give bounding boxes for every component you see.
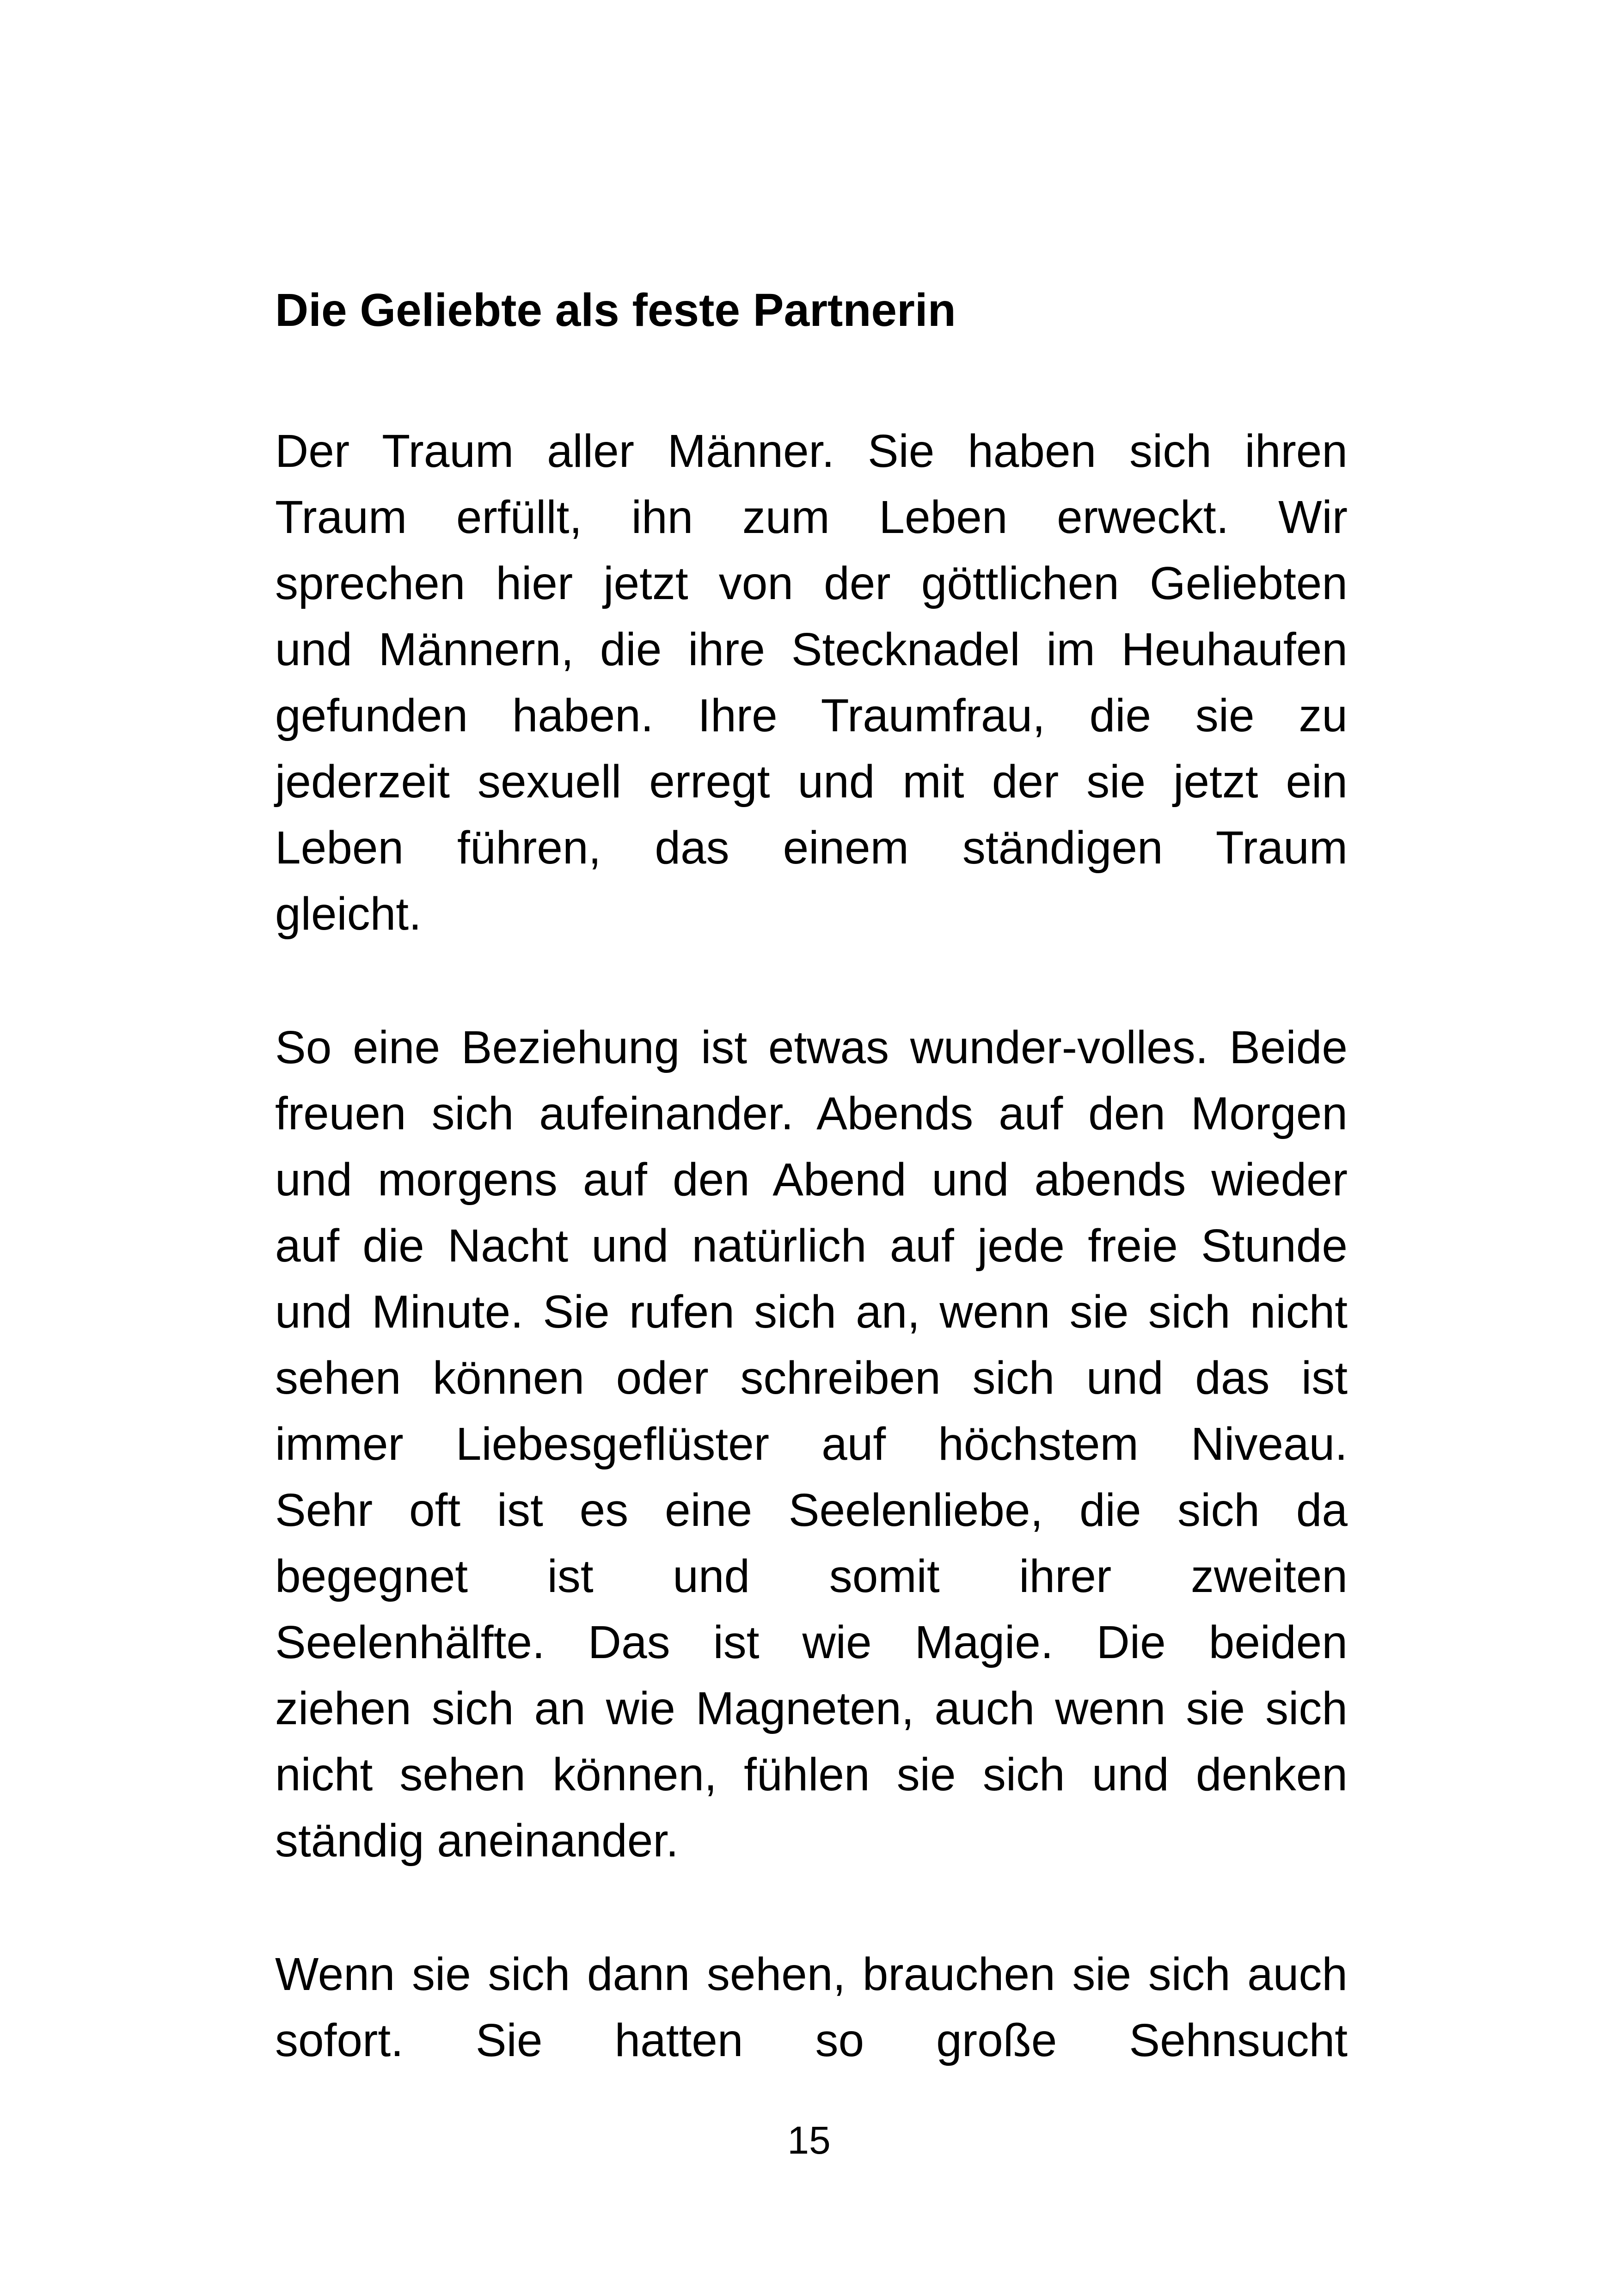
paragraph-line: sehen können oder schreiben sich und das ist: [275, 1352, 1348, 1404]
paragraph-line: jederzeit sexuell erregt und mit der sie jetzt ein: [275, 756, 1348, 808]
paragraph-line: ständig aneinander.: [275, 1815, 679, 1867]
paragraph-line: Sehr oft ist es eine Seelenliebe, die sich da: [275, 1484, 1348, 1536]
paragraph-line: freuen sich aufeinander. Abends auf den Morgen: [275, 1088, 1348, 1139]
paragraph-line: Leben führen, das einem ständigen Traum: [275, 822, 1348, 874]
paragraph-line: Seelenhälfte. Das ist wie Magie. Die beiden: [275, 1616, 1348, 1668]
paragraph-line: nicht sehen können, fühlen sie sich und denken: [275, 1749, 1348, 1800]
paragraph-line: Der Traum aller Männer. Sie haben sich ihren: [275, 425, 1348, 477]
page-number: 15: [787, 2118, 831, 2162]
paragraph-line: gleicht.: [275, 888, 422, 940]
paragraph-line: sprechen hier jetzt von der göttlichen Geliebten: [275, 557, 1348, 609]
paragraph-line: So eine Beziehung ist etwas wunder-volles. Beide: [275, 1022, 1348, 1073]
paragraph-line: auf die Nacht und natürlich auf jede freie Stunde: [275, 1220, 1348, 1272]
paragraph-line: gefunden haben. Ihre Traumfrau, die sie zu: [275, 690, 1348, 741]
paragraph-line: immer Liebesgeflüster auf höchstem Niveau.: [275, 1418, 1348, 1470]
paragraph-line: ziehen sich an wie Magneten, auch wenn sie sich: [275, 1683, 1348, 1734]
paragraph-line: und Minute. Sie rufen sich an, wenn sie sich nicht: [275, 1286, 1348, 1338]
paragraph-line: und morgens auf den Abend und abends wieder: [275, 1154, 1348, 1206]
paragraph-3: [275, 1941, 1348, 2074]
paragraph-line: Wenn sie sich dann sehen, brauchen sie sich auch: [275, 1948, 1348, 2000]
chapter-heading-text: Die Geliebte als feste Partnerin: [275, 284, 956, 336]
chapter-heading: [275, 277, 1348, 343]
paragraph-line: und Männern, die ihre Stecknadel im Heuhaufen: [275, 624, 1348, 675]
paragraph-line: Traum erfüllt, ihn zum Leben erweckt. Wir: [275, 491, 1348, 543]
paragraph-2: [275, 1015, 1348, 1874]
paragraph-1: [275, 418, 1348, 947]
paragraph-line: begegnet ist und somit ihrer zweiten: [275, 1550, 1348, 1602]
paragraph-line: sofort. Sie hatten so große Sehnsucht: [275, 2014, 1348, 2066]
